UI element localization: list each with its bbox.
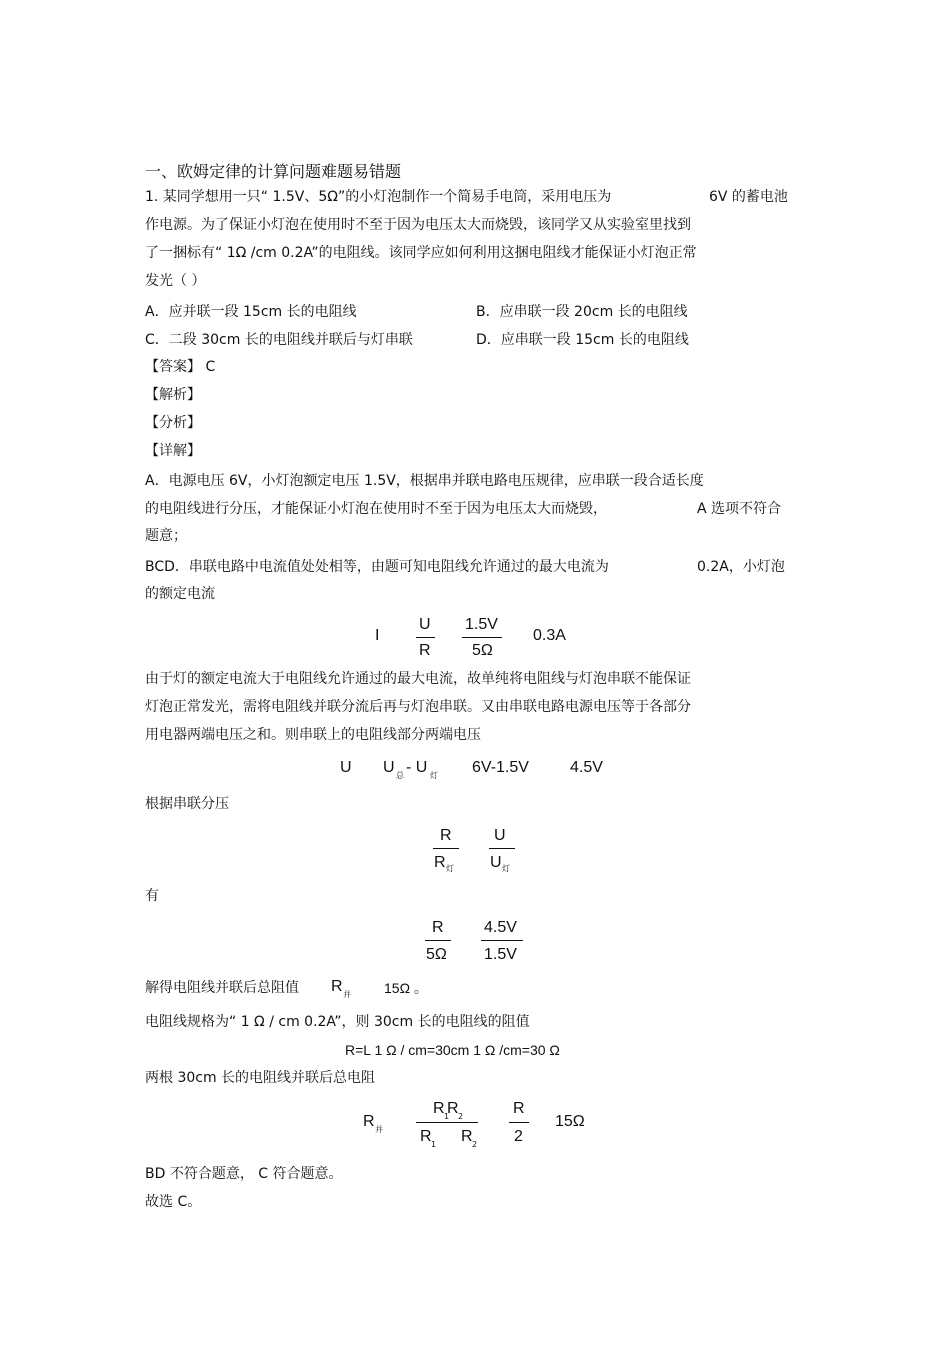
para2-line-1: 由于灯的额定电流大于电阻线允许通过的最大电流，故单纯将电阻线与灯泡串联不能保证 (145, 671, 691, 687)
eq3-num1: R (440, 827, 452, 844)
question-line-1b: 6V 的蓄电池 (709, 189, 788, 205)
line-jiede-text: 解得电阻线并联后总阻值 (145, 980, 299, 996)
eq4-den2: 1.5V (484, 946, 517, 963)
line-conclusion: BD 不符合题意， C 符合题意。 (145, 1166, 343, 1182)
eq3-den2: U (490, 854, 502, 871)
para-a-line-1: A．电源电压 6V，小灯泡额定电压 1.5V，根据串并联电路电压规律，应串联一段合适长度 (145, 473, 704, 489)
line-jiede-value: 15Ω 。 (384, 980, 428, 996)
para-bcd-line-1a: BCD．串联电路中电流值处处相等，由题可知电阻线允许通过的最大电流为 (145, 559, 609, 575)
line-spec: 电阻线规格为“ 1 Ω / cm 0.2A”，则 30cm 长的电阻线的阻值 (145, 1014, 530, 1030)
jiexi-heading: 【解析】 (145, 387, 201, 403)
xiangjie-heading: 【详解】 (145, 443, 201, 459)
line-final-choice: 故选 C。 (145, 1194, 202, 1210)
eq6-d1: R (420, 1128, 432, 1145)
eq1-num2: 1.5V (465, 616, 498, 633)
eq4-num2: 4.5V (484, 919, 517, 936)
eq6-fraction-bar-2 (509, 1122, 529, 1123)
eq6-lhs-sub: 并 (375, 1125, 383, 1134)
eq1-num1: U (419, 616, 431, 633)
fenxi-heading: 【分析】 (145, 415, 201, 431)
text-two-wires: 两根 30cm 长的电阻线并联后总电阻 (145, 1070, 376, 1086)
eq3-den1-sub: 灯 (446, 864, 454, 873)
eq2-minus: - U (406, 759, 428, 776)
option-a: A．应并联一段 15cm 长的电阻线 (145, 304, 357, 320)
eq2-mid: 6V-1.5V (472, 759, 529, 776)
eq6-fraction-bar-1 (416, 1122, 478, 1123)
eq4-fraction-bar-1 (425, 940, 451, 941)
para-a-line-2a: 的电阻线进行分压，才能保证小灯泡在使用时不至于因为电压太大而烧毁， (145, 501, 607, 517)
eq1-result: 0.3A (533, 627, 566, 644)
para-a-line-3: 题意； (145, 528, 187, 544)
option-b: B．应串联一段 20cm 长的电阻线 (476, 304, 688, 320)
question-line-2: 作电源。为了保证小灯泡在使用时不至于因为电压太大而烧毁，该同学又从实验室里找到 (145, 217, 691, 233)
eq1-fraction-bar-1 (416, 637, 435, 638)
eq4-num1: R (432, 919, 444, 936)
eq1-den2: 5Ω (472, 642, 493, 659)
equation-wire-resistance: R=L 1 Ω / cm=30cm 1 Ω /cm=30 Ω (345, 1042, 560, 1058)
eq3-fraction-bar-2 (489, 848, 515, 849)
eq3-num2: U (494, 827, 506, 844)
eq2-u1: U (383, 759, 395, 776)
eq2-sub1: 总 (396, 771, 404, 780)
text-series-division: 根据串联分压 (145, 796, 229, 812)
eq6-lhs: R (363, 1113, 375, 1130)
eq6-result: 15Ω (555, 1113, 585, 1130)
eq4-den1: 5Ω (426, 946, 447, 963)
para2-line-2: 灯泡正常发光，需将电阻线并联分流后再与灯泡串联。又由串联电路电源电压等于各部分 (145, 699, 691, 715)
eq1-lhs: I (375, 627, 380, 644)
eq3-den2-sub: 灯 (502, 864, 510, 873)
eq6-n1: R (433, 1100, 445, 1117)
question-line-3: 了一捆标有“ 1Ω /cm 0.2A”的电阻线。该同学应如何利用这捆电阻线才能保证小灯泡正常 (145, 245, 697, 261)
eq2-result: 4.5V (570, 759, 603, 776)
eq1-fraction-bar-2 (462, 637, 502, 638)
question-line-1a: 1. 某同学想用一只“ 1.5V、5Ω”的小灯泡制作一个简易手电筒，采用电压为 (145, 189, 612, 205)
text-you: 有 (145, 888, 159, 904)
eq4-fraction-bar-2 (481, 940, 523, 941)
eq6-n2-sub: 2 (458, 1112, 464, 1121)
eq6-d2-sub: 2 (472, 1140, 478, 1149)
eq6-den2: 2 (514, 1128, 523, 1145)
para-bcd-line-2: 的额定电流 (145, 586, 215, 602)
eq3-fraction-bar-1 (433, 848, 459, 849)
eq6-d2: R (461, 1128, 473, 1145)
eq6-d1-sub: 1 (431, 1140, 437, 1149)
eq2-lhs: U (340, 759, 352, 776)
eq6-n2: R (447, 1100, 459, 1117)
eq6-num2: R (513, 1100, 525, 1117)
line-jiede-r: R (331, 978, 343, 995)
question-line-4: 发光（ ） (145, 273, 206, 289)
para-a-line-2b: A 选项不符合 (697, 501, 782, 517)
option-d: D．应串联一段 15cm 长的电阻线 (476, 332, 689, 348)
section-title: 一、欧姆定律的计算问题难题易错题 (145, 162, 402, 181)
option-c: C．二段 30cm 长的电阻线并联后与灯串联 (145, 332, 413, 348)
eq6-n1-sub: 1 (444, 1112, 450, 1121)
answer-line: 【答案】 C (145, 359, 216, 375)
eq3-den1: R (434, 854, 446, 871)
para-bcd-line-1b: 0.2A，小灯泡 (697, 559, 785, 575)
eq1-den1: R (419, 642, 431, 659)
line-jiede-r-sub: 并 (343, 990, 351, 999)
eq2-sub2: 灯 (430, 771, 438, 780)
para2-line-3: 用电器两端电压之和。则串联上的电阻线部分两端电压 (145, 727, 481, 743)
